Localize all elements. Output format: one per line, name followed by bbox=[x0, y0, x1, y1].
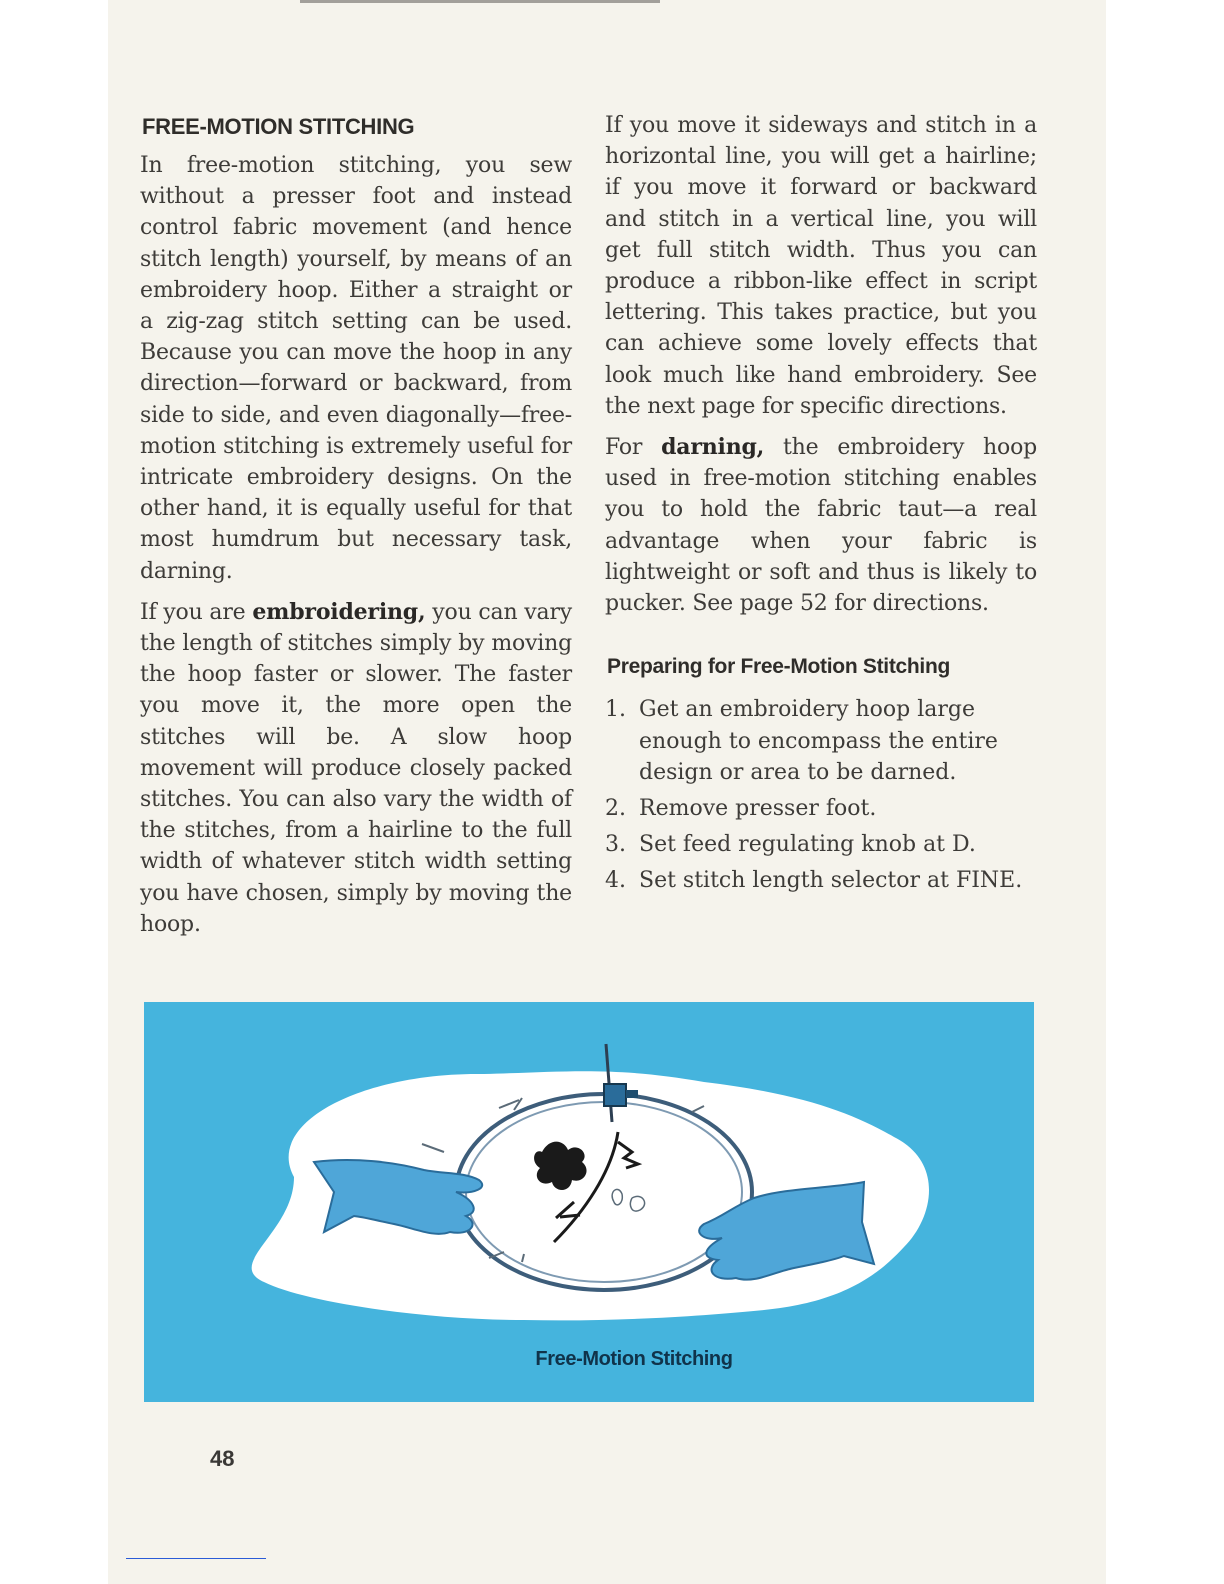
section-heading: FREE-MOTION STITCHING bbox=[142, 114, 415, 139]
preparation-steps bbox=[605, 694, 1037, 896]
step-number: 2. bbox=[605, 796, 626, 822]
step-item bbox=[605, 829, 1037, 860]
embroidering-body-text: you can vary the length of stitches simply by moving the hoop faster or slower. The faster you move it, the more open the stitches will be. A slow hoop movement will produce closely packed stitches. You can also vary the width of the stitches, from a hairline to the full width of whatever stitch width setting you have chosen, simply by moving the hoop. bbox=[140, 599, 572, 937]
page-number: 48 bbox=[210, 1446, 235, 1471]
step-text: Set stitch length selector at FINE. bbox=[639, 868, 1023, 894]
free-motion-illustration bbox=[144, 1002, 1034, 1402]
needle-clamp bbox=[604, 1084, 626, 1106]
left-column bbox=[140, 110, 572, 950]
preparing-subheading: Preparing for Free-Motion Stitching bbox=[607, 655, 951, 679]
intro-paragraph: In free-motion stitching, you sew without a presser foot and instead control fabric movement (and hence stitch length) yourself, by means of an embroidery hoop. Either a straight or a zig-zag stitch setting can be used. Because you can move the hoop in any direction—forward or backward, from side to side, and even diagonally—free-motion stitching is extremely useful for intricate embroidery designs. On the other hand, it is equally useful for that most humdrum but necessary task, darning. bbox=[140, 153, 572, 584]
right-column bbox=[605, 110, 1037, 902]
top-edge-rule bbox=[300, 0, 660, 3]
hoop-illustration-graphic bbox=[144, 1002, 1034, 1402]
step-text: Remove presser foot. bbox=[639, 796, 877, 822]
clamp-screw bbox=[626, 1090, 638, 1098]
embroidering-lead-text: If you are bbox=[140, 599, 253, 625]
step-item bbox=[605, 793, 1037, 824]
figure-caption: Free-Motion Stitching bbox=[535, 1348, 733, 1370]
stitch-width-paragraph: If you move it sideways and stitch in a horizontal line, you will get a hairline; if you move it forward or backward and stitch in a vertical line, you will get full stitch width. Thus you can produce a ribbon-like effect in script lettering. This takes practice, but you can achieve some lovely effects that look much like hand embroidery. See the next page for specific directions. bbox=[605, 113, 1037, 419]
step-number: 4. bbox=[605, 868, 626, 894]
step-text: Get an embroidery hoop large enough to encompass the entire design or area to be darned. bbox=[639, 697, 998, 785]
step-number: 1. bbox=[605, 697, 626, 723]
step-item bbox=[605, 694, 1037, 788]
step-item bbox=[605, 865, 1037, 896]
step-number: 3. bbox=[605, 832, 626, 858]
bottom-link-underline bbox=[126, 1558, 266, 1559]
darning-term: darning, bbox=[661, 434, 765, 461]
darning-paragraph bbox=[605, 432, 1037, 619]
embroidering-paragraph bbox=[140, 597, 572, 940]
darning-body-text: the embroidery hoop used in free-motion stitching enables you to hold the fabric taut—a real advantage when your fabric is lightweight or soft and thus is likely to pucker. See page 52 for directions. bbox=[605, 435, 1037, 617]
darning-lead-text: For bbox=[605, 435, 662, 461]
embroidering-term: embroidering, bbox=[252, 598, 426, 625]
step-text: Set feed regulating knob at D. bbox=[639, 832, 976, 858]
